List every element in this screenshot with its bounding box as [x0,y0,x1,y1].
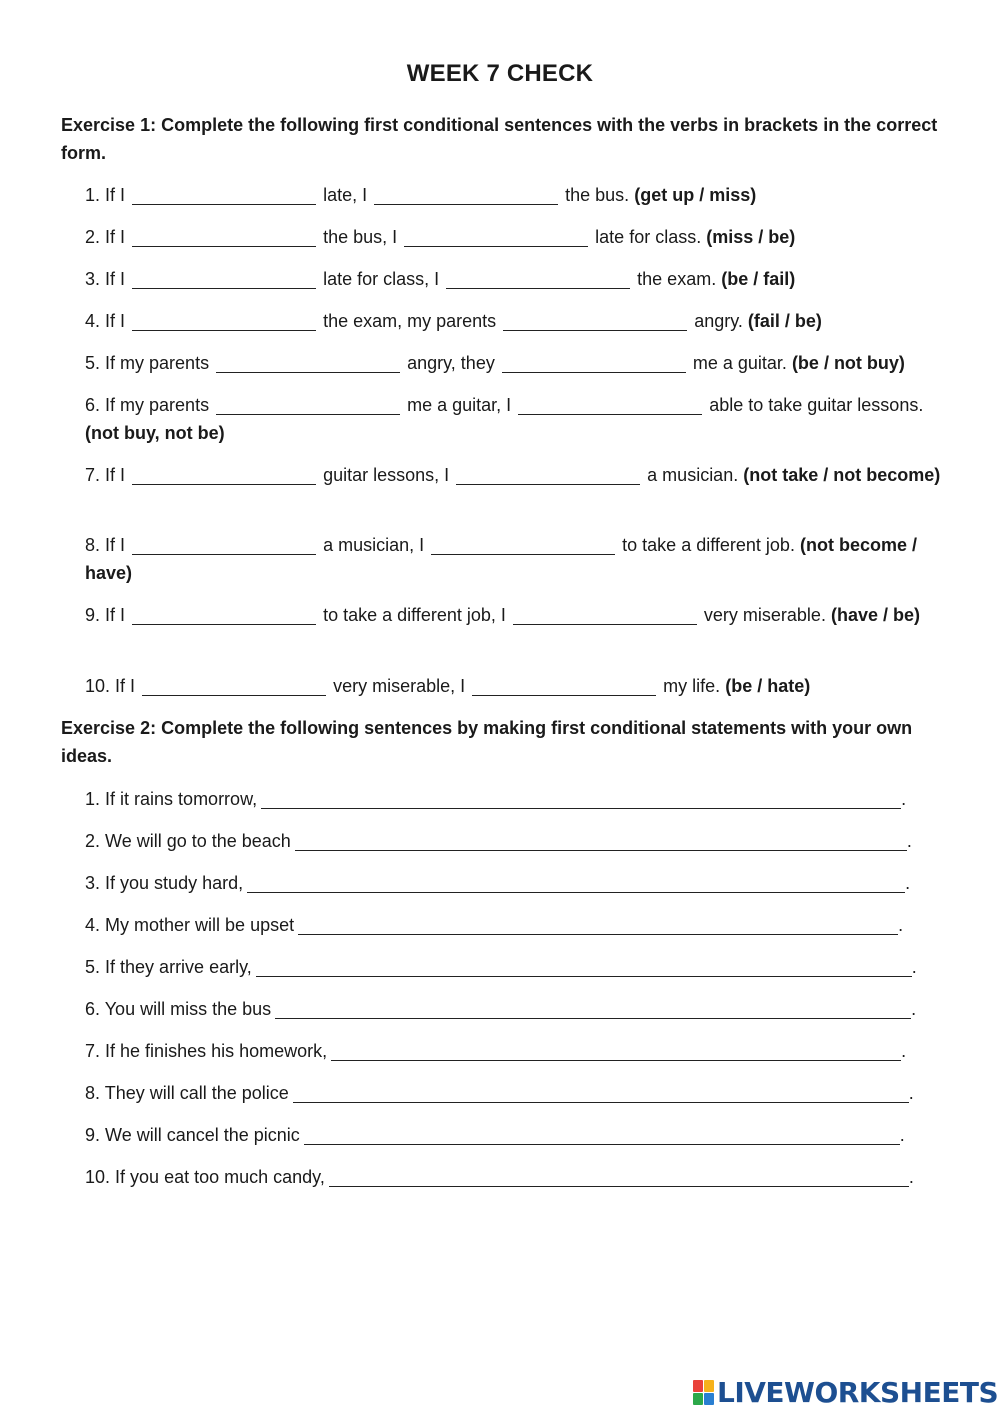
item-number: 6. [85,999,101,1019]
exercise-2-instruction: Exercise 2: Complete the following sentences by making first conditional statements with your own ideas. [61,718,913,766]
ex1-item [85,601,945,629]
end-period: . [911,999,917,1019]
answer-blank[interactable] [216,396,400,415]
answer-blank[interactable] [404,228,588,247]
item-number: 5. [85,353,101,373]
item-text: a musician, I [323,535,425,555]
item-text: late for class, I [323,269,440,289]
item-text: My mother will be upset [105,915,295,935]
verb-hint: (get up / miss) [634,185,757,205]
item-text: If I [105,227,126,247]
answer-blank[interactable] [304,1126,900,1145]
ex1-item [85,391,945,447]
item-text: very miserable, I [333,676,466,696]
item-number: 10. [85,676,111,696]
verb-hint: (be / fail) [721,269,796,289]
item-number: 3. [85,873,101,893]
answer-blank[interactable] [132,466,316,485]
item-text: able to take guitar lessons. [709,395,924,415]
item-number: 8. [85,535,101,555]
answer-blank[interactable] [295,832,907,851]
answer-blank[interactable] [132,186,316,205]
verb-hint: (have / be) [830,605,920,625]
answer-blank[interactable] [132,606,316,625]
ex1-item [85,349,945,377]
item-text: the exam. [637,269,717,289]
answer-blank[interactable] [374,186,558,205]
answer-blank[interactable] [518,396,702,415]
item-text: a musician. [647,465,739,485]
item-number: 6. [85,395,101,415]
item-number: 7. [85,465,101,485]
item-number: 9. [85,605,101,625]
answer-blank[interactable] [132,312,316,331]
item-text: If I [115,676,136,696]
item-text: They will call the police [104,1083,289,1103]
answer-blank[interactable] [298,916,898,935]
answer-blank[interactable] [329,1168,909,1187]
end-period: . [901,1041,907,1061]
ex2-item [85,995,945,1023]
answer-blank[interactable] [513,606,697,625]
item-text: If you study hard, [105,873,244,893]
item-number: 2. [85,227,101,247]
answer-blank[interactable] [502,354,686,373]
answer-blank[interactable] [446,270,630,289]
answer-blank[interactable] [142,677,326,696]
item-text: If I [105,311,126,331]
item-text: to take a different job. [622,535,795,555]
end-period: . [898,915,904,935]
answer-blank[interactable] [216,354,400,373]
ex1-item [85,672,945,700]
brand-name: LIVEWORKSHEETS [717,1375,999,1409]
item-number: 2. [85,831,101,851]
item-text: me a guitar, I [407,395,512,415]
liveworksheets-logo-icon [693,1380,714,1405]
item-text: the bus. [565,185,630,205]
item-number: 4. [85,311,101,331]
item-text: very miserable. [703,605,826,625]
ex2-item [85,827,945,855]
item-text: We will cancel the picnic [105,1125,300,1145]
exercise-1-instruction: Exercise 1: Complete the following first conditional sentences with the verbs in brackets in the correct form. [61,115,938,163]
answer-blank[interactable] [132,228,316,247]
ex1-item [85,461,945,489]
verb-hint: (miss / be) [706,227,796,247]
verb-hint: (not become / have) [85,535,917,583]
item-number: 10. [85,1167,111,1187]
item-text: guitar lessons, I [323,465,450,485]
end-period: . [908,1167,914,1187]
item-text: the bus, I [323,227,398,247]
item-text: If my parents [105,395,210,415]
item-text: If he finishes his homework, [105,1041,328,1061]
item-text: late for class. [595,227,702,247]
item-text: the exam, my parents [323,311,497,331]
ex2-item [85,869,945,897]
ex2-item [85,1037,945,1065]
item-text: If I [105,535,126,555]
verb-hint: (not take / not become) [743,465,941,485]
item-text: If you eat too much candy, [115,1167,325,1187]
ex2-item [85,785,945,813]
verb-hint: (be / not buy) [791,353,905,373]
item-text: If I [105,605,126,625]
ex1-item [85,265,945,293]
item-number: 4. [85,915,101,935]
end-period: . [906,831,912,851]
answer-blank[interactable] [261,790,901,809]
ex1-item [85,307,945,335]
item-text: If it rains tomorrow, [105,789,258,809]
answer-blank[interactable] [431,536,615,555]
answer-blank[interactable] [456,466,640,485]
item-number: 7. [85,1041,101,1061]
ex2-item [85,1163,945,1191]
item-text: We will go to the beach [105,831,291,851]
ex2-item [85,1079,945,1107]
page-title: WEEK 7 CHECK [406,60,594,87]
answer-blank[interactable] [247,874,905,893]
item-number: 5. [85,957,101,977]
answer-blank[interactable] [293,1084,909,1103]
end-period: . [901,789,907,809]
item-text: my life. [663,676,721,696]
item-text: to take a different job, I [323,605,506,625]
ex1-item [85,223,945,251]
liveworksheets-logo [693,1374,998,1410]
ex1-item [85,531,945,587]
answer-blank[interactable] [275,1000,911,1019]
item-text: If my parents [105,353,210,373]
item-text: angry. [694,311,743,331]
end-period: . [908,1083,914,1103]
ex1-item [85,181,945,209]
item-text: You will miss the bus [104,999,272,1019]
item-number: 1. [85,789,101,809]
answer-blank[interactable] [472,677,656,696]
item-text: If I [105,269,126,289]
verb-hint: (not buy, not be) [85,423,225,443]
end-period: . [905,873,911,893]
end-period: . [911,957,917,977]
item-number: 1. [85,185,101,205]
verb-hint: (fail / be) [747,311,822,331]
verb-hint: (be / hate) [725,676,811,696]
item-text: angry, they [407,353,495,373]
item-text: If I [105,465,126,485]
answer-blank[interactable] [256,958,912,977]
end-period: . [899,1125,905,1145]
item-text: If they arrive early, [105,957,252,977]
item-number: 9. [85,1125,101,1145]
answer-blank[interactable] [132,270,316,289]
item-text: late, I [323,185,368,205]
ex2-item [85,1121,945,1149]
item-number: 8. [85,1083,101,1103]
ex2-item [85,911,945,939]
ex2-item [85,953,945,981]
item-text: me a guitar. [692,353,787,373]
answer-blank[interactable] [503,312,687,331]
item-number: 3. [85,269,101,289]
answer-blank[interactable] [331,1042,901,1061]
answer-blank[interactable] [132,536,316,555]
item-text: If I [105,185,126,205]
